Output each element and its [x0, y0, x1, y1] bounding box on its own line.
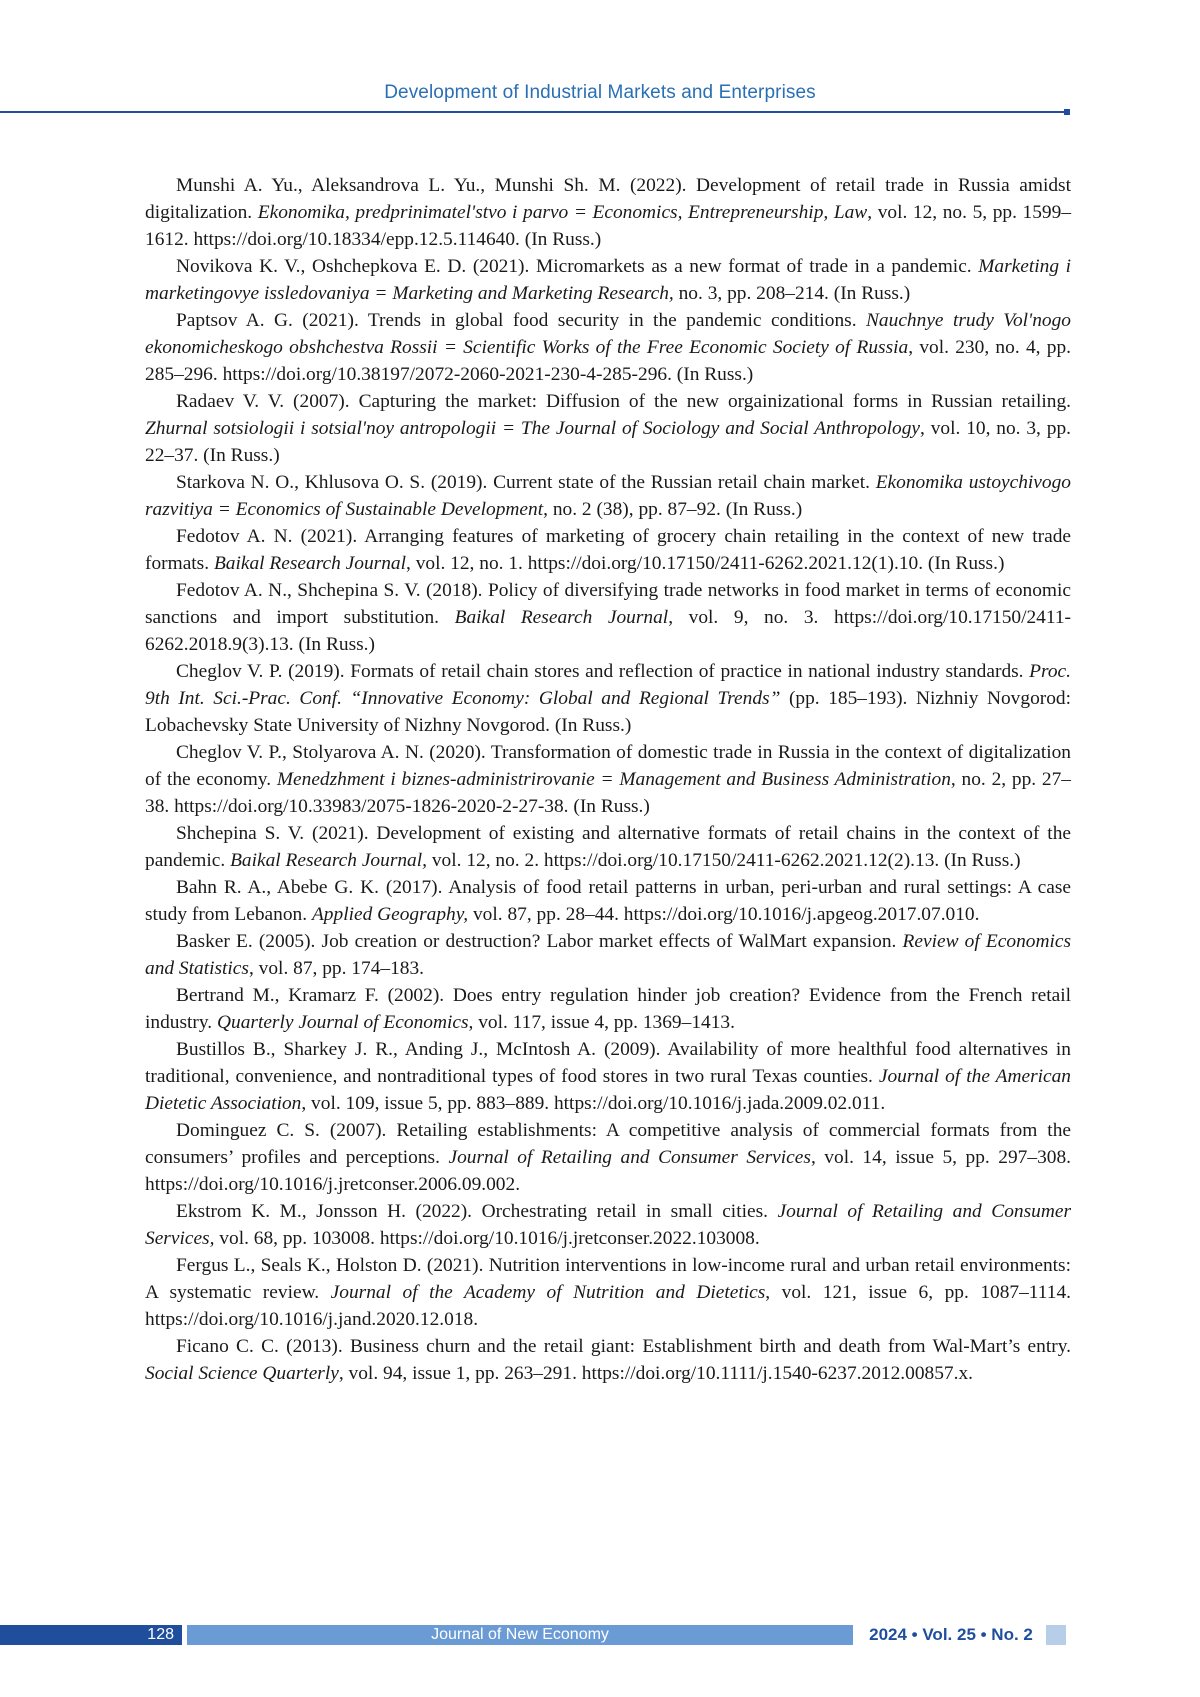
reference-entry: Bertrand M., Kramarz F. (2002). Does entry regulation hinder job creation? Evidence from the French retail industry. Quarterly Journal of Economics, vol. 117, issue 4, pp. 1369–1413. — [145, 982, 1071, 1036]
reference-entry: Novikova K. V., Oshchepkova E. D. (2021). Micromarkets as a new format of trade in a pandemic. Marketing i marketingovye issledovaniya = Marketing and Marketing Research, no. 3, pp. 208–214. (In Russ.) — [145, 253, 1071, 307]
reference-entry: Munshi A. Yu., Aleksandrova L. Yu., Munshi Sh. M. (2022). Development of retail trade in Russia amidst digitalization. Ekonomika, predprinimatel'stvo i parvo = Economics, Entrepreneurship, Law, vol. 12, no. 5, pp. 1599–1612. https://doi.org/10.18334/epp.12.5.114640. (In Russ.) — [145, 172, 1071, 253]
footer-page-block — [0, 1625, 182, 1645]
reference-entry: Cheglov V. P., Stolyarova A. N. (2020). Transformation of domestic trade in Russia in the context of digitalization of the economy. Menedzhment i biznes-administrirovanie = Management and Business Administration, no. 2, pp. 27–38. https://doi.org/10.33983/2075-1826-2020-2-27-38. (In Russ.) — [145, 739, 1071, 820]
running-header: Development of Industrial Markets and Enterprises — [0, 82, 1200, 104]
reference-entry: Ficano C. C. (2013). Business churn and the retail giant: Establishment birth and death from Wal-Mart’s entry. Social Science Quarterly, vol. 94, issue 1, pp. 263–291. https://doi.org/10.1111/j.1540-6237.2012.00857.x. — [145, 1333, 1071, 1387]
footer-end-block — [1046, 1625, 1066, 1645]
reference-entry: Fedotov A. N., Shchepina S. V. (2018). Policy of diversifying trade networks in food market in terms of economic sanctions and import substitution. Baikal Research Journal, vol. 9, no. 3. https://doi.org/10.17150/2411-6262.2018.9(3).13. (In Russ.) — [145, 577, 1071, 658]
reference-entry: Cheglov V. P. (2019). Formats of retail chain stores and reflection of practice in national industry standards. Proc. 9th Int. Sci.-Prac. Conf. “Innovative Economy: Global and Regional Trends” (pp. 185–193). Nizhniy Novgorod: Lobachevsky State University of Nizhny Novgorod. (In Russ.) — [145, 658, 1071, 739]
reference-entry: Dominguez C. S. (2007). Retailing establishments: A competitive analysis of commercial formats from the consumers’ profiles and perceptions. Journal of Retailing and Consumer Services, vol. 14, issue 5, pp. 297–308. https://doi.org/10.1016/j.jretconser.2006.09.002. — [145, 1117, 1071, 1198]
reference-entry: Radaev V. V. (2007). Capturing the market: Diffusion of the new orgainizational forms in Russian retailing. Zhurnal sotsiologii i sotsial'noy antropologii = The Journal of Sociology and Social Anthropology, vol. 10, no. 3, pp. 22–37. (In Russ.) — [145, 388, 1071, 469]
reference-entry: Paptsov A. G. (2021). Trends in global food security in the pandemic conditions. Nauchnye trudy Vol'nogo ekonomicheskogo obshchestva Rossii = Scientific Works of the Free Economic Society of Russia, vol. 230, no. 4, pp. 285–296. https://doi.org/10.38197/2072-2060-2021-230-4-285-296. (In Russ.) — [145, 307, 1071, 388]
reference-entry: Shchepina S. V. (2021). Development of existing and alternative formats of retail chains in the context of the pandemic. Baikal Research Journal, vol. 12, no. 2. https://doi.org/10.17150/2411-6262.2021.12(2).13. (In Russ.) — [145, 820, 1071, 874]
page-number: 128 — [147, 1625, 174, 1645]
reference-entry: Basker E. (2005). Job creation or destruction? Labor market effects of WalMart expansion. Review of Economics and Statistics, vol. 87, pp. 174–183. — [145, 928, 1071, 982]
footer-journal-name: Journal of New Economy — [187, 1625, 853, 1645]
page-footer — [0, 1625, 1200, 1645]
reference-entry: Fedotov A. N. (2021). Arranging features of marketing of grocery chain retailing in the context of new trade formats. Baikal Research Journal, vol. 12, no. 1. https://doi.org/10.17150/2411-6262.2021.12(1).10. (In Russ.) — [145, 523, 1071, 577]
header-rule — [0, 111, 1066, 113]
reference-entry: Bahn R. A., Abebe G. K. (2017). Analysis of food retail patterns in urban, peri-urban and rural settings: A case study from Lebanon. Applied Geography, vol. 87, pp. 28–44. https://doi.org/10.1016/j.apgeog.2017.07.010. — [145, 874, 1071, 928]
header-rule-end-marker — [1064, 109, 1070, 115]
reference-entry: Starkova N. O., Khlusova O. S. (2019). Current state of the Russian retail chain market. Ekonomika ustoychivogo razvitiya = Economics of Sustainable Development, no. 2 (38), pp. 87–92. (In Russ.) — [145, 469, 1071, 523]
reference-list — [145, 172, 1071, 1387]
footer-issue: 2024 • Vol. 25 • No. 2 — [866, 1625, 1036, 1645]
reference-entry: Ekstrom K. M., Jonsson H. (2022). Orchestrating retail in small cities. Journal of Retailing and Consumer Services, vol. 68, pp. 103008. https://doi.org/10.1016/j.jretconser.2022.103008. — [145, 1198, 1071, 1252]
reference-entry: Bustillos B., Sharkey J. R., Anding J., McIntosh A. (2009). Availability of more healthful food alternatives in traditional, convenience, and nontraditional types of food stores in two rural Texas counties. Journal of the American Dietetic Association, vol. 109, issue 5, pp. 883–889. https://doi.org/10.1016/j.jada.2009.02.011. — [145, 1036, 1071, 1117]
reference-entry: Fergus L., Seals K., Holston D. (2021). Nutrition interventions in low-income rural and urban retail environments: A systematic review. Journal of the Academy of Nutrition and Dietetics, vol. 121, issue 6, pp. 1087–1114. https://doi.org/10.1016/j.jand.2020.12.018. — [145, 1252, 1071, 1333]
